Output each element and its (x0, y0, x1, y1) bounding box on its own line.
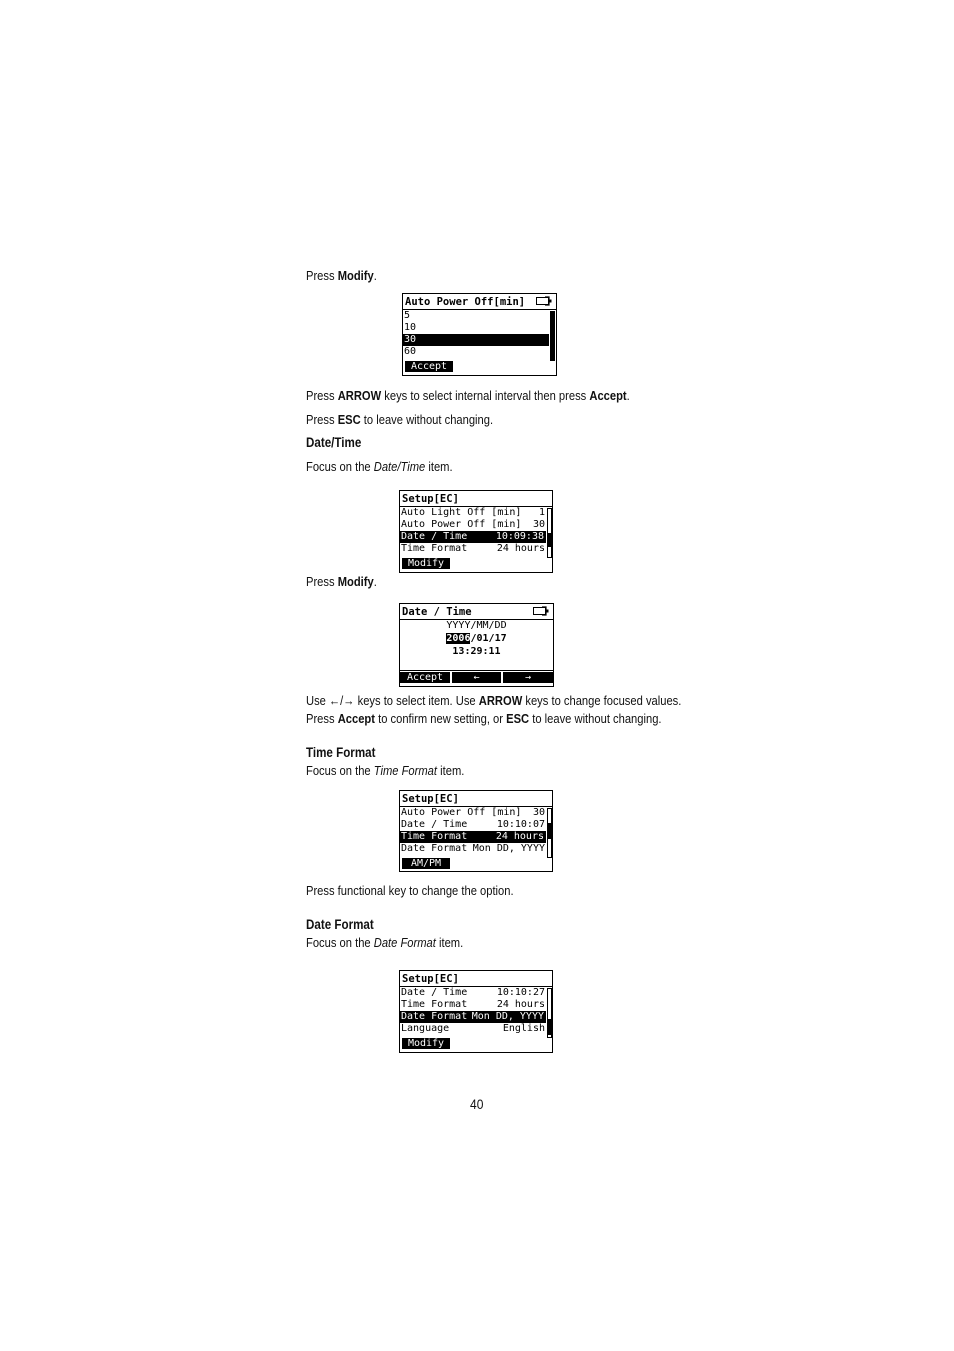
text-press: Press (306, 268, 335, 283)
text-arrow-desc: keys to select internal interval then press (384, 388, 587, 403)
text-confirm-desc-2: to leave without changing. (532, 711, 662, 726)
list-item[interactable] (400, 1023, 547, 1035)
text-focus: Focus on the (306, 935, 371, 950)
screen-title: Setup[EC] (402, 973, 459, 985)
softkey-left-arrow[interactable]: ← (452, 672, 501, 683)
scrollbar-thumb[interactable] (548, 823, 551, 839)
scrollbar-thumb[interactable] (548, 533, 551, 547)
list-item[interactable]: 10 (404, 322, 417, 333)
text-item: item. (439, 935, 464, 950)
text-period: . (373, 574, 377, 589)
row-value: 10:10:07 (496, 819, 545, 830)
keyword-arrows: ←/→ (329, 693, 355, 708)
text-period: . (373, 268, 377, 283)
instruction-focus-time-format (306, 762, 464, 779)
row-value: 10:10:27 (496, 987, 545, 998)
list-item[interactable] (400, 807, 547, 819)
screen-title: Date / Time (402, 606, 472, 618)
text-item: item. (440, 763, 465, 778)
instruction-functional-key: Press functional key to change the option. (306, 883, 514, 898)
softkey-accept[interactable]: Accept (405, 361, 453, 372)
row-label: Date Format (401, 843, 468, 854)
instruction-arrow (306, 387, 630, 404)
row-label: Auto Power Off [min] (401, 807, 522, 818)
keyword-esc: ESC (506, 711, 530, 726)
list-item-selected[interactable] (400, 531, 546, 543)
softkey-modify[interactable]: Modify (402, 558, 450, 569)
date-value[interactable] (400, 633, 553, 645)
softkey-divider (400, 670, 553, 671)
list-item-selected[interactable] (400, 1011, 546, 1023)
text-period: . (626, 388, 630, 403)
list-item[interactable]: 5 (404, 310, 411, 321)
instruction-esc (306, 411, 493, 428)
list-item-selected[interactable]: 30 (403, 334, 549, 346)
row-label: Auto Power Off [min] (401, 519, 522, 530)
row-value: 10:09:38 (495, 531, 544, 542)
text-use-desc: keys to select item. Use (357, 693, 476, 708)
year-field-focused[interactable]: 2006 (446, 633, 471, 644)
row-label: Date / Time (401, 819, 468, 830)
softkey-right-arrow[interactable]: → (503, 672, 553, 683)
text-press: Press (306, 412, 335, 427)
text-press: Press (306, 388, 335, 403)
time-value[interactable]: 13:29:11 (452, 646, 501, 657)
row-value: 24 hours (495, 831, 544, 842)
instruction-confirm (306, 710, 662, 727)
instruction-focus-date-format (306, 934, 463, 951)
row-label: Date Format (401, 1011, 468, 1022)
row-label: Date / Time (401, 987, 468, 998)
list-item-selected[interactable] (400, 831, 546, 843)
scrollbar[interactable] (547, 508, 552, 558)
item-name: Date Format (373, 935, 436, 950)
text-press: Press (306, 711, 335, 726)
row-value: 30 (532, 807, 545, 818)
screen-auto-power-off (402, 293, 557, 376)
screen-setup-date-format (399, 970, 553, 1053)
screen-setup-time-format (399, 790, 553, 872)
row-value: Mon DD, YYYY (472, 843, 545, 854)
text-item: item. (428, 459, 453, 474)
list-item[interactable]: 60 (404, 346, 417, 357)
row-label: Time Format (401, 543, 468, 554)
screen-title: Setup[EC] (402, 493, 459, 505)
item-name: Date/Time (373, 459, 426, 474)
row-label: Auto Light Off [min] (401, 507, 522, 518)
row-value: 24 hours (496, 543, 545, 554)
keyword-modify: Modify (337, 268, 374, 283)
instruction-press-modify-1 (306, 267, 377, 284)
text-use-desc-2: keys to change focused values. (525, 693, 682, 708)
keyword-esc: ESC (337, 412, 361, 427)
row-label: Date / Time (401, 531, 468, 542)
text-confirm-desc: to confirm new setting, or (378, 711, 504, 726)
text-focus: Focus on the (306, 763, 371, 778)
date-format-label: YYYY/MM/DD (446, 620, 507, 631)
keyword-accept: Accept (589, 388, 627, 403)
list-item[interactable] (400, 507, 547, 519)
battery-icon (533, 606, 551, 616)
screen-setup-date-time (399, 490, 553, 573)
text-esc-desc: to leave without changing. (363, 412, 494, 427)
scrollbar[interactable] (550, 311, 555, 361)
page-number: 40 (470, 1096, 484, 1112)
row-value: Mon DD, YYYY (471, 1011, 544, 1022)
softkey-am-pm[interactable]: AM/PM (402, 858, 450, 869)
list-item[interactable] (400, 519, 547, 531)
heading-time-format: Time Format (306, 745, 376, 760)
list-item[interactable] (400, 819, 547, 831)
month-day-field[interactable]: /01/17 (470, 633, 507, 644)
instruction-press-modify-2 (306, 573, 377, 590)
scrollbar[interactable] (547, 808, 552, 858)
item-name: Time Format (373, 763, 438, 778)
screen-date-time-edit (399, 603, 554, 687)
instruction-focus-date-time (306, 458, 453, 475)
row-value: 24 hours (496, 999, 545, 1010)
keyword-accept: Accept (337, 711, 375, 726)
heading-date-time: Date/Time (306, 435, 362, 450)
keyword-arrow: ARROW (478, 693, 523, 708)
row-value: 1 (538, 507, 545, 518)
text-use: Use (306, 693, 326, 708)
heading-date-format: Date Format (306, 917, 374, 932)
softkey-accept[interactable]: Accept (400, 672, 450, 683)
keyword-arrow: ARROW (337, 388, 382, 403)
row-label: Time Format (401, 999, 468, 1010)
battery-icon (536, 296, 554, 306)
softkey-modify[interactable]: Modify (402, 1038, 450, 1049)
scrollbar-thumb[interactable] (551, 312, 554, 360)
scrollbar[interactable] (547, 988, 552, 1038)
list-item[interactable] (400, 543, 547, 555)
instruction-use-arrows (306, 692, 681, 709)
text-focus: Focus on the (306, 459, 371, 474)
row-label: Language (401, 1023, 450, 1034)
list-item[interactable] (400, 999, 547, 1011)
row-value: 30 (532, 519, 545, 530)
text-press: Press (306, 574, 335, 589)
row-label: Time Format (401, 831, 468, 842)
list-item[interactable] (400, 843, 547, 855)
scrollbar-thumb[interactable] (548, 1019, 551, 1035)
keyword-modify: Modify (337, 574, 374, 589)
screen-title: Setup[EC] (402, 793, 459, 805)
screen-title: Auto Power Off[min] (405, 296, 526, 308)
list-item[interactable] (400, 987, 547, 999)
row-value: English (502, 1023, 545, 1034)
